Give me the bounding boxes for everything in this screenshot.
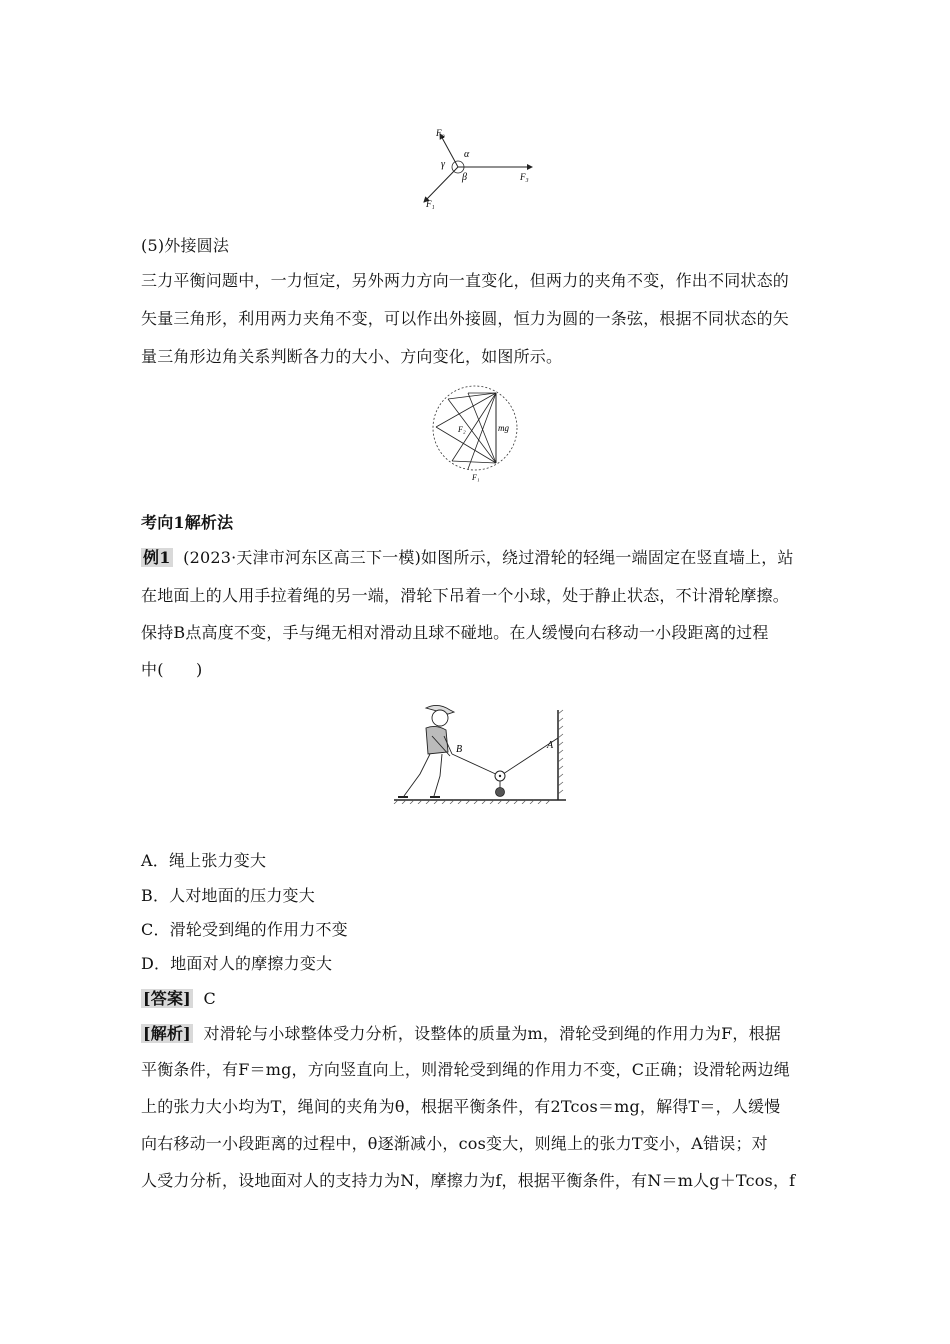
example-line-4: 中( ) [141, 660, 203, 679]
f1-label: F₁ [472, 473, 480, 482]
analysis-line-5: 人受力分析，设地面对人的支持力为N，摩擦力为f，根据平衡条件，有N＝m人g＋Tcos，f [141, 1171, 796, 1190]
circumscribed-circle-diagram [428, 385, 524, 483]
option-a: A．绳上张力变大 [141, 851, 267, 870]
three-force-diagram [414, 124, 540, 212]
ball [496, 788, 505, 797]
example-line-1: 例1 (2023·天津市河东区高三下一模)如图所示，绕过滑轮的轻绳一端固定在竖直墙上，站 [143, 548, 794, 567]
section-line-1: 三力平衡问题中，一力恒定，另外两力方向一直变化，但两力的夹角不变，作出不同状态的 [141, 271, 790, 290]
option-d: D．地面对人的摩擦力变大 [141, 954, 333, 973]
option-c: C．滑轮受到绳的作用力不变 [141, 920, 348, 939]
f1-label: F₁ [426, 199, 435, 209]
alpha-label: α [464, 149, 470, 160]
mg-label: mg [498, 423, 509, 433]
a-label: A [547, 740, 554, 751]
rope-left [452, 754, 500, 776]
option-b: B．人对地面的压力变大 [141, 886, 315, 905]
section-line-3: 量三角形边角关系判断各力的大小、方向变化，如图所示。 [141, 347, 563, 366]
answer-line [141, 989, 811, 1009]
section-line-2: 矢量三角形，利用两力夹角不变，可以作出外接圆，恒力为圆的一条弦，根据不同状态的矢 [141, 309, 790, 328]
beta-label: β [462, 172, 467, 183]
example-line-3: 保持B点高度不变，手与绳无相对滑动且球不碰地。在人缓慢向右移动一小段距离的过程 [141, 623, 769, 642]
analysis-line-3: 上的张力大小均为T，绳间的夹角为θ，根据平衡条件，有2Tcos＝mg，解得T＝，人缓慢 [141, 1097, 781, 1116]
f3-label: F₃ [520, 172, 529, 182]
person-pulley-figure [390, 696, 572, 804]
analysis-label: [解析] [143, 1024, 191, 1043]
example-label: 例1 [143, 548, 171, 567]
analysis-line-2: 平衡条件，有F＝mg，方向竖直向上，则滑轮受到绳的作用力不变，C正确；设滑轮两边绳 [141, 1060, 790, 1079]
section-title: (5)外接圆法 [141, 236, 230, 255]
analysis-line-1: [解析] 对滑轮与小球整体受力分析，设整体的质量为m，滑轮受到绳的作用力为F，根据 [143, 1024, 782, 1043]
answer-label: [答案] [143, 989, 191, 1008]
person [398, 705, 454, 797]
direction-heading: 考向1解析法 [141, 513, 234, 532]
example-line-2: 在地面上的人用手拉着绳的另一端，滑轮下吊着一个小球，处于静止状态，不计滑轮摩擦。 [141, 586, 790, 605]
b-label: B [456, 744, 463, 755]
f1-arrow [424, 167, 458, 202]
gamma-label: γ [441, 159, 445, 170]
f2-label: F₂ [436, 128, 445, 138]
f2-label: F₂ [458, 425, 466, 434]
answer-value: C [203, 989, 216, 1008]
analysis-line-4: 向右移动一小段距离的过程中，θ逐渐减小，cos变大，则绳上的张力T变小，A错误；对 [141, 1134, 768, 1153]
